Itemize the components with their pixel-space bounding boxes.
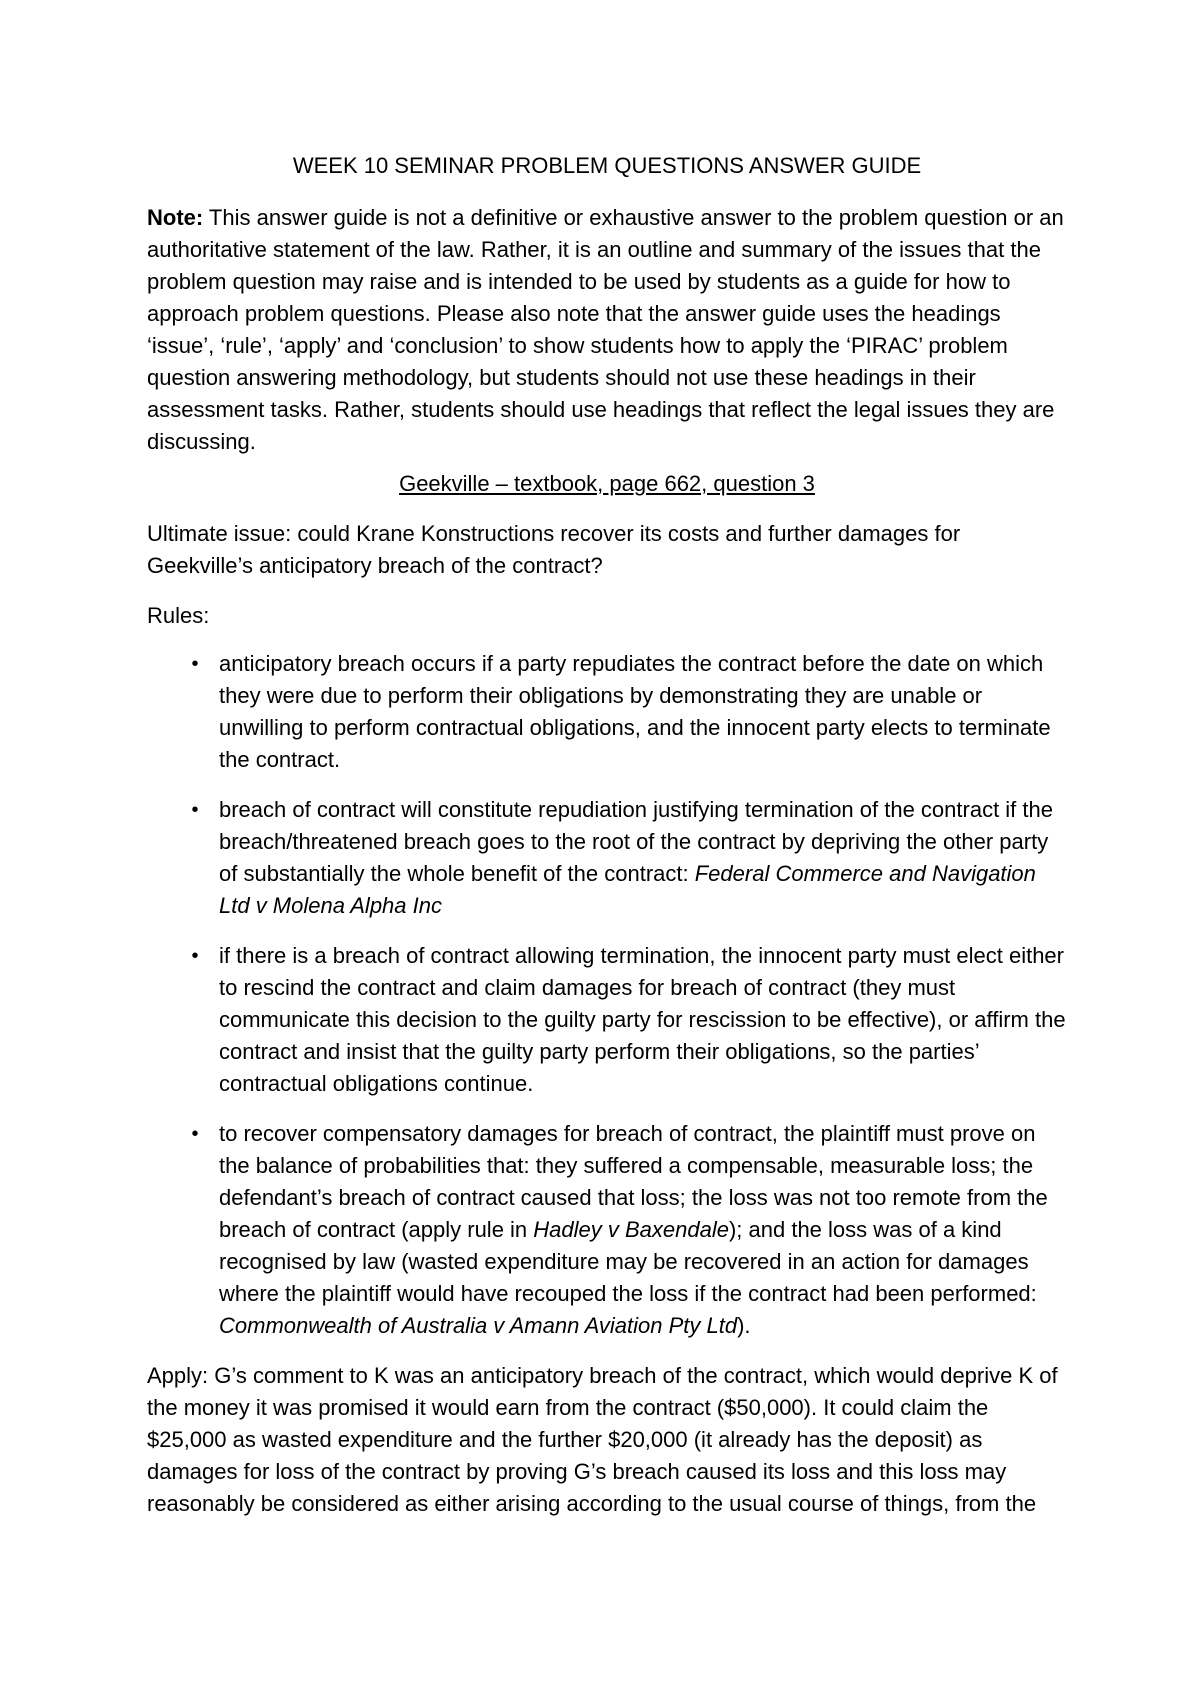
rule-text: ); and the loss was of a kind recognised by law (wasted expenditure may be recovered in an action for damages where the plaintiff would have recouped the loss if the contract had been performed:	[219, 1217, 1037, 1306]
rule-item	[147, 1118, 1067, 1342]
document-title: WEEK 10 SEMINAR PROBLEM QUESTIONS ANSWER GUIDE	[292, 153, 922, 178]
case-citation: Federal Commerce and Navigation Ltd v Molena Alpha Inc	[219, 861, 1036, 918]
bullet-icon: •	[191, 653, 199, 675]
bullet-icon: •	[191, 945, 199, 967]
apply-paragraph: Apply: G’s comment to K was an anticipatory breach of the contract, which would deprive K of the money it was promised it would earn from the contract ($50,000). It could claim the $25,000 as wasted expenditure and the further $20,000 (it already has the deposit) as damages for loss of the contract by proving G’s breach caused its loss and this loss may reasonably be considered as either arising according to the usual course of things, from the	[147, 1363, 1058, 1516]
rule-text: breach of contract will constitute repudiation justifying termination of the contract if the breach/threatened breach goes to the root of the contract by depriving the other party of substantially the whole benefit of the contract:	[219, 797, 1053, 886]
rule-text: if there is a breach of contract allowing termination, the innocent party must elect either to rescind the contract and claim damages for breach of contract (they must communicate this decision to the guilty party for rescission to be effective), or affirm the contract and insist that the guilty party perform their obligations, so the parties’ contractual obligations continue.	[219, 943, 1066, 1096]
ultimate-issue: Ultimate issue: could Krane Konstructions recover its costs and further damages for Geekville’s anticipatory breach of the contract?	[147, 521, 961, 578]
bullet-icon: •	[191, 1123, 199, 1145]
rule-item	[147, 940, 1067, 1100]
note-paragraph	[147, 202, 1067, 458]
note-lead: Note:	[147, 205, 204, 230]
rules-label: Rules:	[147, 603, 210, 628]
case-citation: Commonwealth of Australia v Amann Aviation Pty Ltd	[219, 1313, 738, 1338]
rule-item	[147, 794, 1067, 922]
rule-text: to recover compensatory damages for breach of contract, the plaintiff must prove on the balance of probabilities that: they suffered a compensable, measurable loss; the defendant’s breach of contract caused that loss; the loss was not too remote from the breach of contract (apply rule in	[219, 1121, 1048, 1242]
bullet-icon: •	[191, 799, 199, 821]
rule-text: anticipatory breach occurs if a party repudiates the contract before the date on which they were due to perform their obligations by demonstrating they are unable or unwilling to perform contractual obligations, and the innocent party elects to terminate the contract.	[219, 651, 1051, 772]
rules-list	[147, 648, 1067, 1342]
case-citation: Hadley v Baxendale	[533, 1217, 729, 1242]
rule-item	[147, 648, 1067, 776]
problem-subheading: Geekville – textbook, page 662, question 3	[399, 471, 815, 496]
document-page	[147, 150, 1067, 1520]
rule-text: ).	[737, 1313, 751, 1338]
note-text: This answer guide is not a definitive or exhaustive answer to the problem question or an authoritative statement of the law. Rather, it is an outline and summary of the issues that the problem question may raise and is intended to be used by students as a guide for how to approach problem questions. Please also note that the answer guide uses the headings ‘issue’, ‘rule’, ‘apply’ and ‘conclusion’ to show students how to apply the ‘PIRAC’ problem question answering methodology, but students should not use these headings in their assessment tasks. Rather, students should use headings that reflect the legal issues they are discussing.	[147, 205, 1064, 454]
